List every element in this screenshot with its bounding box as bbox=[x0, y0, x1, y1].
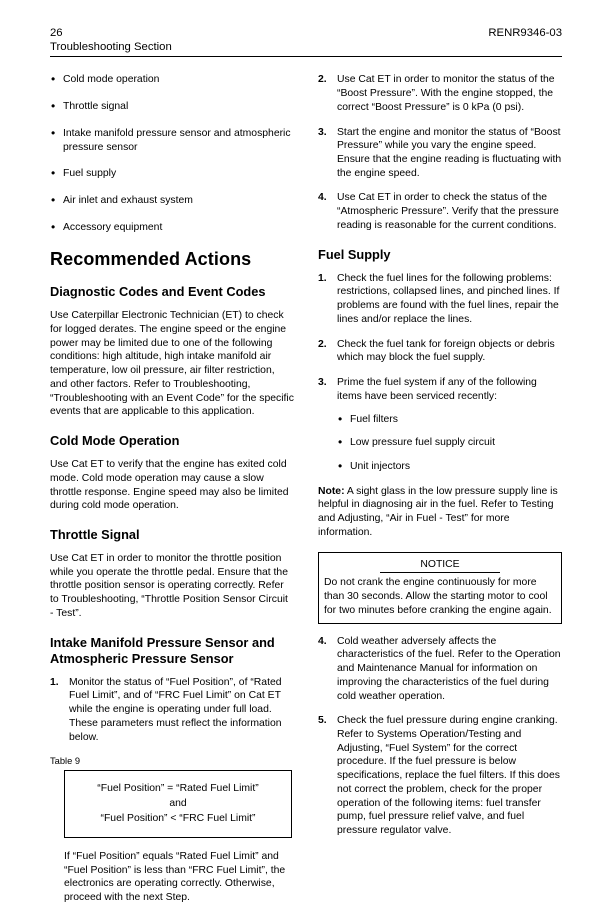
list-item: • Accessory equipment bbox=[50, 221, 294, 235]
fuel-step-sub-bullets bbox=[337, 413, 562, 474]
intake-steps-list bbox=[50, 676, 294, 745]
paragraph-throttle-signal: Use Cat ET in order to monitor the throttle position while you operate the throttle pedal. Ensure that the throttle position sensor is operating correctly. Refer to Troubleshooting, “Throttle Position Sensor Circuit - Test”. bbox=[50, 552, 288, 619]
step-number: 3. bbox=[318, 126, 327, 138]
step-text: Monitor the status of “Fuel Position”, of “Rated Fuel Limit”, and of “FRC Fuel Limit” on Cat ET while the engine is operating under full load. These parameters must reflect the information below. bbox=[69, 676, 282, 743]
list-item: • Intake manifold pressure sensor and atmospheric pressure sensor bbox=[50, 127, 294, 154]
paragraph-cold-mode-operation: Use Cat ET to verify that the engine has exited cold mode. Cold mode operation may cause a slow throttle response. Engine speed may also be limited during cold mode operation. bbox=[50, 459, 289, 512]
notice-box bbox=[318, 552, 562, 624]
heading-fuel-supply: Fuel Supply bbox=[318, 246, 391, 262]
note-text: A sight glass in the low pressure supply line is helpful in diagnosing air in the fuel. Refer to Testing and Adjusting, “Air in Fuel - Test” for more information. bbox=[318, 485, 558, 538]
two-column-body bbox=[50, 73, 562, 913]
page-title: Recommended Actions bbox=[50, 249, 252, 270]
header-divider bbox=[50, 56, 562, 57]
step-text: Use Cat ET in order to monitor the status of the “Boost Pressure”. With the engine stopped, the correct “Boost Pressure” is 0 kPa (0 psi). bbox=[337, 74, 555, 113]
step-text: Check the fuel pressure during engine cranking. Refer to Systems Operation/Testing and Adjusting, “Fuel System” for the correct procedure. If the fuel pressure is below specifications, replace the fuel filters. If this does not correct the problem, check for the proper operation of the following items: fuel transfer pump, fuel pressure relief valve, and fuel pressure regulator valve. bbox=[337, 715, 560, 837]
list-item: • Low pressure fuel supply circuit bbox=[337, 436, 562, 450]
note-label: Note: bbox=[318, 485, 345, 497]
step-text: Check the fuel tank for foreign objects or debris which may block the fuel supply. bbox=[337, 338, 555, 364]
continued-bullet-list bbox=[50, 73, 294, 234]
list-item: • Unit injectors bbox=[337, 460, 562, 474]
list-item bbox=[318, 73, 562, 114]
step-number: 4. bbox=[318, 192, 327, 204]
list-item bbox=[318, 338, 562, 365]
step-number: 4. bbox=[318, 635, 327, 647]
fuel-supply-steps-continued-list bbox=[318, 635, 562, 838]
list-item bbox=[318, 376, 562, 474]
table-line-1: “Fuel Position” = “Rated Fuel Limit” bbox=[97, 782, 259, 794]
intake-steps-continued-list bbox=[318, 73, 562, 232]
note-paragraph bbox=[318, 485, 562, 540]
list-item bbox=[318, 635, 562, 704]
fuel-supply-steps-list bbox=[318, 272, 562, 474]
left-column bbox=[50, 73, 294, 913]
step-number: 5. bbox=[318, 715, 327, 727]
header-left bbox=[50, 26, 172, 54]
list-item bbox=[318, 714, 562, 838]
heading-cold-mode-operation: Cold Mode Operation bbox=[50, 433, 180, 449]
heading-diagnostic-codes: Diagnostic Codes and Event Codes bbox=[50, 284, 266, 300]
right-column bbox=[318, 73, 562, 913]
document-id: RENR9346-03 bbox=[488, 27, 562, 39]
notice-body: Do not crank the engine continuously for more than 30 seconds. Allow the starting motor to cool for two minutes before cranking the engine again. bbox=[324, 577, 552, 616]
step-number: 3. bbox=[318, 377, 327, 389]
step-text: Start the engine and monitor the status of “Boost Pressure” while you vary the engine speed. Ensure that the engine reading is fluctuating with the engine speed. bbox=[337, 126, 562, 179]
list-item: • Throttle signal bbox=[50, 100, 294, 114]
table-line-2: and bbox=[169, 797, 187, 809]
list-item: • Fuel filters bbox=[337, 413, 562, 427]
list-item: • Air inlet and exhaust system bbox=[50, 194, 294, 208]
step-text: Check the fuel lines for the following problems: restrictions, collapsed lines, and pinched lines. If problems are found with the fuel lines, repair the lines and/or replace the lines. bbox=[337, 272, 560, 325]
list-item: • Fuel supply bbox=[50, 167, 294, 181]
step-text: Prime the fuel system if any of the following items have been serviced recently: bbox=[337, 377, 537, 402]
list-item bbox=[50, 676, 294, 745]
step-number: 2. bbox=[318, 74, 327, 86]
paragraph-diagnostic-codes: Use Caterpillar Electronic Technician (ET) to check for logged derates. The engine speed or the engine power may be limited due to one of the following conditions: high altitude, high intake manifold air temperature, low oil pressure, air filter restriction, and other factors. Refer to Troubleshooting, “Troubleshooting with an Event Code” for the specific events that are applicable to this application. bbox=[50, 310, 294, 418]
step-text: Use Cat ET in order to check the status of the “Atmospheric Pressure”. Verify that the pressure reading is reasonable for the current conditions. bbox=[337, 192, 559, 231]
list-item bbox=[318, 126, 562, 181]
table-line-3: “Fuel Position” < “FRC Fuel Limit” bbox=[100, 812, 256, 824]
header-right bbox=[488, 26, 562, 40]
list-item bbox=[318, 191, 562, 232]
step-number: 1. bbox=[50, 676, 59, 688]
list-item: • Cold mode operation bbox=[50, 73, 294, 87]
page-number: 26 bbox=[50, 27, 63, 39]
heading-throttle-signal: Throttle Signal bbox=[50, 526, 140, 542]
heading-intake-manifold-pressure-sensor: Intake Manifold Pressure Sensor and Atmospheric Pressure Sensor bbox=[50, 634, 275, 666]
step-number: 2. bbox=[318, 338, 327, 350]
table-9 bbox=[64, 770, 292, 838]
page-header bbox=[50, 26, 562, 54]
paragraph-after-table: If “Fuel Position” equals “Rated Fuel Limit” and “Fuel Position” is less than “FRC Fuel Limit”, the electronics are operating correctly. Otherwise, proceed with the next Step. bbox=[64, 850, 286, 904]
notice-title: NOTICE bbox=[380, 556, 500, 574]
table-caption: Table 9 bbox=[50, 756, 81, 767]
section-name: Troubleshooting Section bbox=[50, 41, 172, 54]
step-number: 1. bbox=[318, 272, 327, 284]
list-item bbox=[318, 272, 562, 327]
step-text: Cold weather adversely affects the characteristics of the fuel. Refer to the Operation and Maintenance Manual for information on improving the characteristics of the fuel during cold weather operation. bbox=[337, 635, 561, 702]
